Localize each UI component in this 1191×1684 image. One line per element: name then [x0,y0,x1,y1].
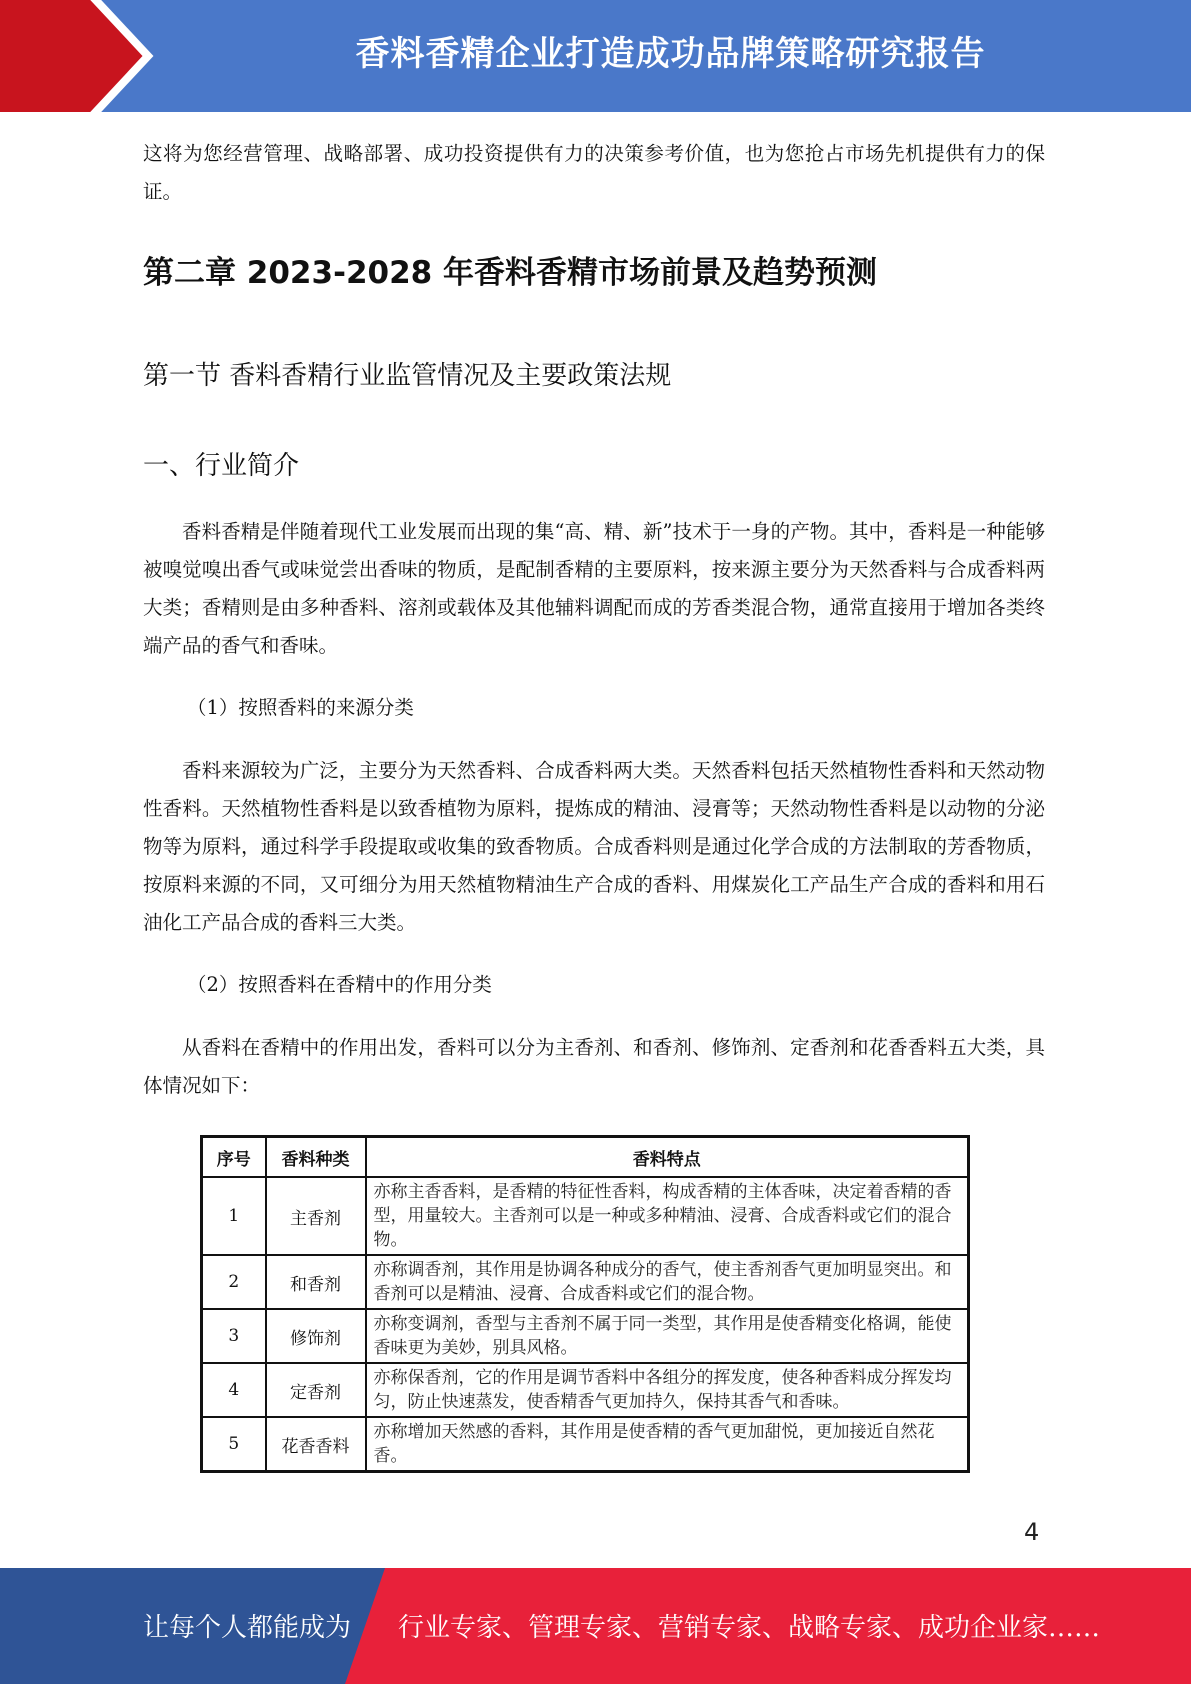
report-title: 香料香精企业打造成功品牌策略研究报告 [355,34,986,74]
chapter-title: 第二章 2023-2028 年香料香精市场前景及趋势预测 [143,255,878,291]
table-header-row [202,1137,969,1178]
table-header-cell: 序号 [202,1137,266,1178]
table-cell-type: 花香香料 [266,1417,366,1472]
table-cell-type: 和香剂 [266,1255,366,1309]
table-cell-type: 定香剂 [266,1363,366,1417]
page-number: 4 [1024,1518,1040,1546]
table-cell-index: 3 [202,1309,266,1363]
table-cell-index: 2 [202,1255,266,1309]
subsection-title: 一、行业简介 [143,451,300,481]
subheading-source-classification: （1）按照香料的来源分类 [187,696,414,719]
footer-slogan-left: 让每个人都能成为 [143,1613,352,1643]
table-cell-index: 4 [202,1363,266,1417]
paragraph-industry-intro: 香料香精是伴随着现代工业发展而出现的集“高、精、新”技术于一身的产物。其中，香料是一种能够被嗅觉嗅出香气或味觉尝出香味的物质，是配制香精的主要原料，按来源主要分为天然香料与合成香料两大类；香精则是由多种香料、溶剂或载体及其他辅料调配而成的芳香类混合物，通常直接用于增加各类终端产品的香气和香味。 [143,520,1045,657]
header-arrow-decoration [0,0,160,112]
table-cell-type: 主香剂 [266,1177,366,1255]
header-bar [0,0,1191,112]
fragrance-types-table [200,1135,970,1473]
table-row [202,1177,969,1255]
table-row [202,1255,969,1309]
table-cell-description: 亦称保香剂，它的作用是调节香料中各组分的挥发度，使各种香料成分挥发均匀，防止快速蒸发，使香精香气更加持久，保持其香气和香味。 [366,1363,969,1417]
table-header-cell: 香料特点 [366,1137,969,1178]
section-title: 第一节 香料香精行业监管情况及主要政策法规 [143,361,672,391]
table-header-cell: 香料种类 [266,1137,366,1178]
table-cell-description: 亦称变调剂，香型与主香剂不属于同一类型，其作用是使香精变化格调，能使香味更为美妙，别具风格。 [366,1309,969,1363]
subheading-role-classification: （2）按照香料在香精中的作用分类 [187,973,492,996]
table-cell-index: 1 [202,1177,266,1255]
table-cell-description: 亦称调香剂，其作用是协调各种成分的香气，使主香剂香气更加明显突出。和香剂可以是精油、浸膏、合成香料或它们的混合物。 [366,1255,969,1309]
footer-slogan-right: 行业专家、管理专家、营销专家、战略专家、成功企业家…… [398,1613,1101,1643]
intro-paragraph: 这将为您经营管理、战略部署、成功投资提供有力的决策参考价值，也为您抢占市场先机提供有力的保证。 [143,142,1045,203]
table-cell-description: 亦称主香香料，是香精的特征性香料，构成香精的主体香味，决定着香精的香型，用量较大。主香剂可以是一种或多种精油、浸膏、合成香料或它们的混合物。 [366,1177,969,1255]
table-cell-index: 5 [202,1417,266,1472]
paragraph-source-classification: 香料来源较为广泛，主要分为天然香料、合成香料两大类。天然香料包括天然植物性香料和天然动物性香料。天然植物性香料是以致香植物为原料，提炼成的精油、浸膏等；天然动物性香料是以动物的分泌物等为原料，通过科学手段提取或收集的致香物质。合成香料则是通过化学合成的方法制取的芳香物质，按原料来源的不同，又可细分为用天然植物精油生产合成的香料、用煤炭化工产品生产合成的香料和用石油化工产品合成的香料三大类。 [143,759,1045,934]
table-cell-description: 亦称增加天然感的香料，其作用是使香精的香气更加甜悦，更加接近自然花香。 [366,1417,969,1472]
table-row [202,1309,969,1363]
table-row [202,1417,969,1472]
paragraph-role-classification: 从香料在香精中的作用出发，香料可以分为主香剂、和香剂、修饰剂、定香剂和花香香料五大类，具体情况如下： [143,1036,1045,1097]
table-cell-type: 修饰剂 [266,1309,366,1363]
table-row [202,1363,969,1417]
